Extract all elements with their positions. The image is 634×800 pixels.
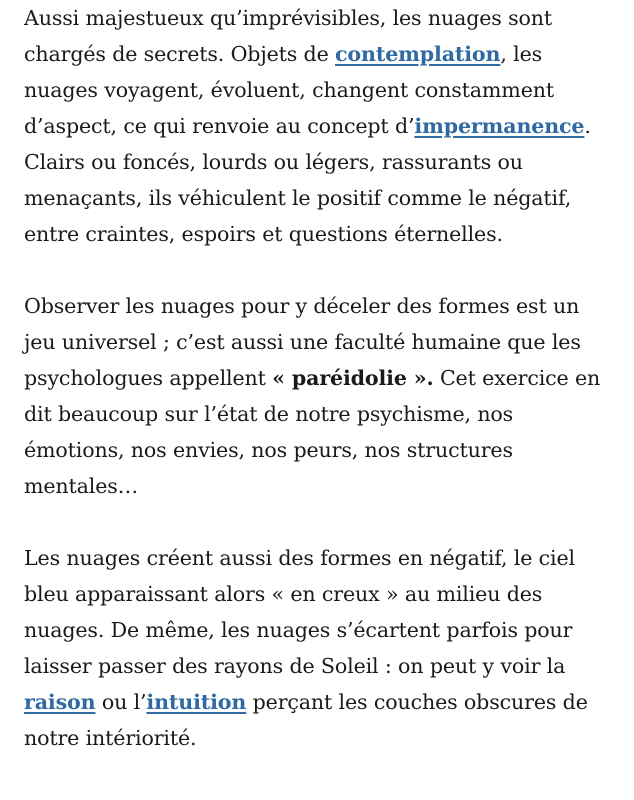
paragraph-2 (24, 288, 616, 504)
paragraph-3-text-3: perçant les couches obscures de notre intériorité. (24, 690, 588, 750)
paragraph-2-text-2: Cet exercice en dit beaucoup sur l’état de notre psychisme, nos émotions, nos envies, nos peurs, nos structures mentales… (24, 366, 601, 498)
term-pareidolie: « paréidolie ». (272, 366, 434, 390)
paragraph-1-text-3: . Clairs ou foncés, lourds ou légers, rassurants ou menaçants, ils véhiculent le positif comme le négatif, entre craintes, espoirs et questions éternelles. (24, 114, 591, 246)
paragraph-3-text-2: ou l’ (95, 690, 147, 714)
link-contemplation[interactable]: contemplation (335, 42, 501, 66)
paragraph-3 (24, 540, 616, 756)
paragraph-1-text-2: , les nuages voyagent, évoluent, changent constamment d’aspect, ce qui renvoie au concept d’ (24, 42, 554, 138)
paragraph-1 (24, 0, 616, 252)
link-impermanence[interactable]: impermanence (414, 114, 585, 138)
link-raison[interactable]: raison (24, 690, 96, 714)
paragraph-1-text-1: Aussi majestueux qu’imprévisibles, les nuages sont chargés de secrets. Objets de (24, 6, 552, 66)
paragraph-2-text-1: Observer les nuages pour y déceler des formes est un jeu universel ; c’est aussi une faculté humaine que les psychologues appellent (24, 294, 581, 390)
article-body (24, 0, 616, 792)
paragraph-3-text-1: Les nuages créent aussi des formes en négatif, le ciel bleu apparaissant alors « en creux » au milieu des nuages. De même, les nuages s’écartent parfois pour laisser passer des rayons de Soleil : on peut y voir la (24, 546, 575, 678)
link-intuition[interactable]: intuition (146, 690, 247, 714)
